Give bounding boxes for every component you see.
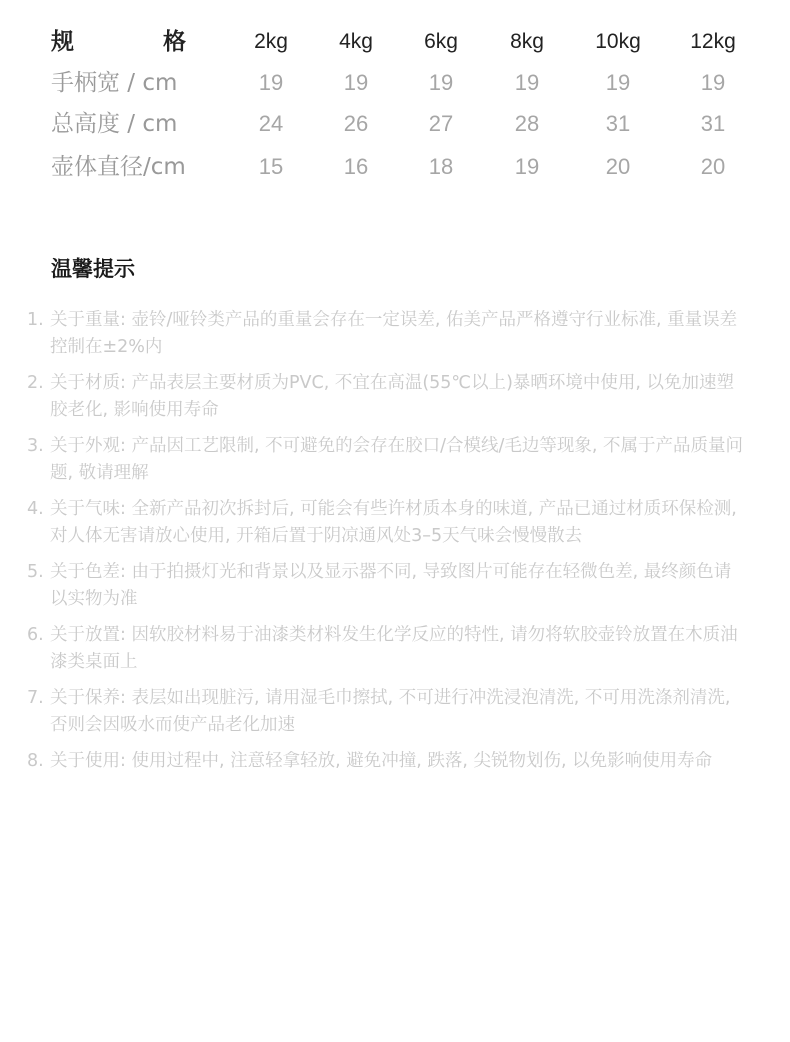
tip-item [27, 748, 745, 775]
tip-item [27, 307, 745, 361]
tip-number: 8. [27, 751, 44, 771]
spec-cell: 18 [428, 154, 454, 179]
spec-cell: 28 [514, 111, 540, 136]
spec-cell: 24 [258, 111, 284, 136]
tip-text: 关于色差: 由于拍摄灯光和背景以及显示器不同, 导致图片可能存在轻微色差, 最终颜色请以实物为准 [50, 562, 732, 609]
tip-text: 关于使用: 使用过程中, 注意轻拿轻放, 避免冲撞, 跌落, 尖锐物划伤, 以免影响使用寿命 [50, 751, 713, 771]
spec-cell: 31 [700, 111, 726, 136]
size-header-8kg: 8kg [510, 30, 544, 53]
spec-cell: 20 [700, 154, 726, 179]
tip-number: 3. [27, 436, 44, 456]
spec-cell: 19 [343, 70, 369, 95]
spec-header-row [0, 21, 790, 63]
spec-cell: 15 [258, 154, 284, 179]
spec-cell: 19 [605, 70, 631, 95]
tip-item [27, 559, 745, 613]
spec-cell: 19 [428, 70, 454, 95]
size-header-6kg: 6kg [424, 30, 458, 53]
spec-row-label: 壶体直径/cm [51, 154, 186, 180]
spec-row-body-diameter [0, 146, 790, 188]
tip-text: 关于材质: 产品表层主要材质为PVC, 不宜在高温(55℃以上)暴晒环境中使用, 以免加速塑胶老化, 影响使用寿命 [50, 373, 735, 420]
spec-cell: 19 [258, 70, 284, 95]
spec-cell: 26 [343, 111, 369, 136]
spec-row-label: 手柄宽 / cm [51, 70, 178, 96]
tip-item [27, 622, 745, 676]
spec-cell: 19 [514, 70, 540, 95]
spec-header-label-char2: 格 [163, 29, 186, 55]
tip-number: 2. [27, 373, 44, 393]
size-header-12kg: 12kg [690, 30, 736, 53]
tip-number: 4. [27, 499, 44, 519]
spec-cell: 31 [605, 111, 631, 136]
spec-header-label-char1: 规 [51, 29, 74, 55]
tip-number: 1. [27, 310, 44, 330]
spec-cell: 19 [514, 154, 540, 179]
tip-number: 6. [27, 625, 44, 645]
tip-number: 5. [27, 562, 44, 582]
tips-list [27, 307, 745, 784]
tip-text: 关于保养: 表层如出现脏污, 请用湿毛巾擦拭, 不可进行冲洗浸泡清洗, 不可用洗涤剂清洗, 否则会因吸水而使产品老化加速 [50, 688, 731, 735]
size-header-10kg: 10kg [595, 30, 641, 53]
tip-item [27, 370, 745, 424]
spec-header-label [51, 21, 187, 63]
size-header-2kg: 2kg [254, 30, 288, 53]
size-header-4kg: 4kg [339, 30, 373, 53]
spec-cell: 27 [428, 111, 454, 136]
tip-text: 关于气味: 全新产品初次拆封后, 可能会有些许材质本身的味道, 产品已通过材质环保检测, 对人体无害请放心使用, 开箱后置于阴凉通风处3–5天气味会慢慢散去 [50, 499, 737, 546]
tip-item [27, 433, 745, 487]
tip-text: 关于重量: 壶铃/哑铃类产品的重量会存在一定误差, 佑美产品严格遵守行业标准, 重量误差控制在±2%内 [50, 310, 738, 357]
spec-row-total-height [0, 103, 790, 145]
spec-cell: 16 [343, 154, 369, 179]
tip-item [27, 496, 745, 550]
tip-text: 关于外观: 产品因工艺限制, 不可避免的会存在胶口/合模线/毛边等现象, 不属于产品质量问题, 敬请理解 [50, 436, 743, 483]
tip-text: 关于放置: 因软胶材料易于油漆类材料发生化学反应的特性, 请勿将软胶壶铃放置在木质油漆类桌面上 [50, 625, 738, 672]
spec-row-handle-width [0, 62, 790, 104]
spec-cell: 20 [605, 154, 631, 179]
spec-row-label: 总高度 / cm [51, 111, 178, 137]
tip-number: 7. [27, 688, 44, 708]
tips-title: 温馨提示 [51, 257, 135, 281]
spec-cell: 19 [700, 70, 726, 95]
tip-item [27, 685, 745, 739]
